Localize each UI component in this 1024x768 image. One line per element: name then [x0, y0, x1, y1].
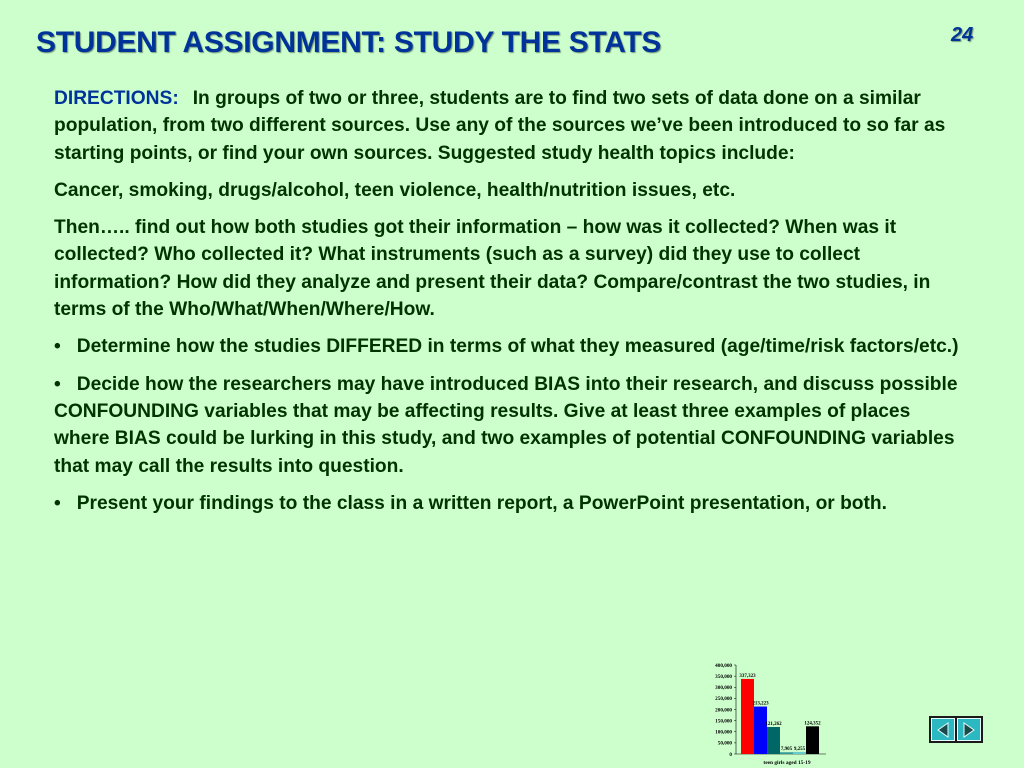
bullet-marker: •: [54, 336, 61, 358]
y-tick-label: 350,000: [715, 673, 732, 680]
y-tick-label: 50,000: [717, 740, 732, 747]
data-label: 121,262: [765, 722, 782, 728]
next-slide-button[interactable]: [957, 718, 981, 741]
data-label: 7,905: [780, 747, 793, 753]
y-tick-label: 150,000: [715, 718, 732, 725]
bullet-text: Decide how the researchers may have introduced BIAS into their research, and discuss possible CONFOUNDING variables that may be affecting results. Give at least three examples of places where BIAS could be lurking in this study, and two examples of potential CONFOUNDING variables that may call the results into question.: [54, 373, 958, 477]
bar: [767, 727, 780, 754]
directions-label: DIRECTIONS:: [54, 88, 179, 109]
then-paragraph: Then….. find out how both studies got their information – how was it collected? When was it collected? Who collected it? What instruments (such as a survey) did they use to collect information? How did they analyze and present their data? Compare/contrast the two studies, in terms of the Who/What/When/Where/How.: [54, 217, 931, 321]
bar: [780, 752, 793, 754]
y-tick-label: 100,000: [715, 729, 732, 736]
y-tick-label: 400,000: [715, 662, 732, 669]
data-label: 9,255: [793, 746, 806, 752]
data-label: 124,352: [804, 721, 821, 727]
bullet-marker: •: [54, 492, 61, 514]
bar: [741, 679, 754, 754]
bullet-item: [54, 333, 959, 360]
slide-navigation: [929, 716, 983, 743]
y-tick-label: 250,000: [715, 696, 732, 703]
data-label: 213,223: [752, 701, 769, 707]
y-tick-label: 200,000: [715, 707, 732, 714]
bar: [806, 726, 819, 754]
bar: [793, 752, 806, 754]
slide-title: STUDENT ASSIGNMENT: STUDY THE STATS: [36, 26, 662, 59]
bullet-marker: •: [54, 373, 61, 395]
topics-paragraph: Cancer, smoking, drugs/alcohol, teen violence, health/nutrition issues, etc.: [54, 179, 736, 201]
bullet-text: Present your findings to the class in a written report, a PowerPoint presentation, or both.: [76, 492, 887, 514]
directions-text: In groups of two or three, students are to find two sets of data done on a similar population, from two different sources. Use any of the sources we’ve been introduced to so far as starting points, or find your own sources. Suggested study health topics include:: [54, 88, 946, 164]
slide-body: [54, 85, 959, 527]
bullet-item: [54, 371, 959, 480]
directions-paragraph: [54, 85, 959, 167]
triangle-left-icon: [936, 722, 950, 738]
data-label: 337,323: [739, 673, 756, 679]
slide-number: 24: [951, 24, 974, 46]
triangle-right-icon: [962, 722, 976, 738]
x-axis-label: teen girls aged 15-19: [763, 760, 811, 766]
bar: [754, 707, 767, 754]
y-tick-label: 300,000: [715, 685, 732, 692]
bar-chart: [698, 658, 832, 768]
y-tick-label: 0: [729, 751, 732, 758]
bullet-item: [54, 490, 959, 517]
previous-slide-button[interactable]: [931, 718, 955, 741]
bullet-text: Determine how the studies DIFFERED in terms of what they measured (age/time/risk factors/etc.): [76, 336, 959, 358]
